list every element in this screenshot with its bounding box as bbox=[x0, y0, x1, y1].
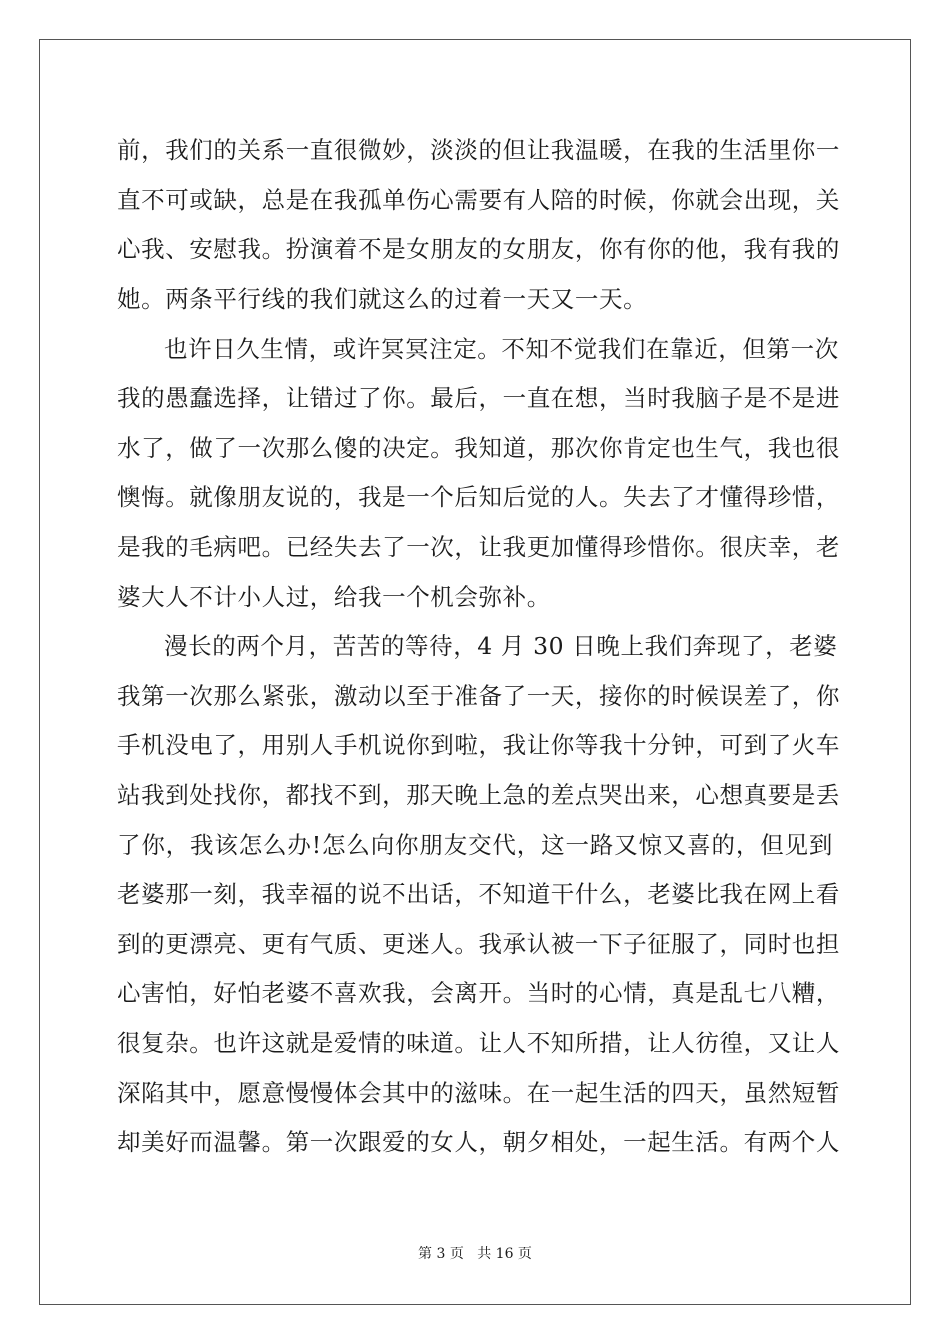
text-line: 却美好而温馨。第一次跟爱的女人，朝夕相处，一起生活。有两个人 bbox=[117, 1128, 840, 1156]
text-line: 她。两条平行线的我们就这么的过着一天又一天。 bbox=[117, 285, 648, 313]
text-line: 是我的毛病吧。已经失去了一次，让我更加懂得珍惜你。很庆幸，老 bbox=[117, 533, 840, 561]
text-line: 心害怕，好怕老婆不喜欢我，会离开。当时的心情，真是乱七八糟， bbox=[117, 979, 840, 1007]
text-line: 直不可或缺，总是在我孤单伤心需要有人陪的时候，你就会出现，关 bbox=[117, 186, 840, 214]
text-line: 婆大人不计小人过，给我一个机会弥补。 bbox=[117, 583, 551, 611]
page-total: 共 16 页 bbox=[477, 1246, 532, 1262]
text-line: 心我、安慰我。扮演着不是女朋友的女朋友，你有你的他，我有我的 bbox=[117, 235, 840, 263]
text-line: 前，我们的关系一直很微妙，淡淡的但让我温暖，在我的生活里你一 bbox=[117, 136, 840, 164]
text-line: 深陷其中，愿意慢慢体会其中的滋味。在一起生活的四天，虽然短暂 bbox=[117, 1079, 840, 1107]
paragraph-first-line: 也许日久生情，或许冥冥注定。不知不觉我们在靠近，但第一次 bbox=[164, 335, 839, 363]
page-footer bbox=[0, 1244, 950, 1264]
text-line: 我第一次那么紧张，激动以至于准备了一天，接你的时候误差了，你 bbox=[117, 682, 840, 710]
text-line: 手机没电了，用别人手机说你到啦，我让你等我十分钟，可到了火车 bbox=[117, 731, 840, 759]
text-line: 站我到处找你，都找不到，那天晚上急的差点哭出来，心想真要是丢 bbox=[117, 781, 840, 809]
text-line: 水了，做了一次那么傻的决定。我知道，那次你肯定也生气，我也很 bbox=[117, 434, 840, 462]
text-line: 我的愚蠢选择，让错过了你。最后，一直在想，当时我脑子是不是进 bbox=[117, 384, 840, 412]
paragraph-first-line: 漫长的两个月，苦苦的等待，4 月 30 日晚上我们奔现了，老婆 bbox=[164, 632, 838, 660]
text-line: 懊悔。就像朋友说的，我是一个后知后觉的人。失去了才懂得珍惜， bbox=[117, 483, 840, 511]
text-line: 到的更漂亮、更有气质、更迷人。我承认被一下子征服了，同时也担 bbox=[117, 930, 840, 958]
text-line: 老婆那一刻，我幸福的说不出话，不知道干什么，老婆比我在网上看 bbox=[117, 880, 840, 908]
text-line: 了你，我该怎么办!怎么向你朋友交代，这一路又惊又喜的，但见到 bbox=[117, 831, 833, 859]
page-number: 第 3 页 bbox=[418, 1246, 464, 1262]
text-line: 很复杂。也许这就是爱情的味道。让人不知所措，让人彷徨，又让人 bbox=[117, 1029, 840, 1057]
